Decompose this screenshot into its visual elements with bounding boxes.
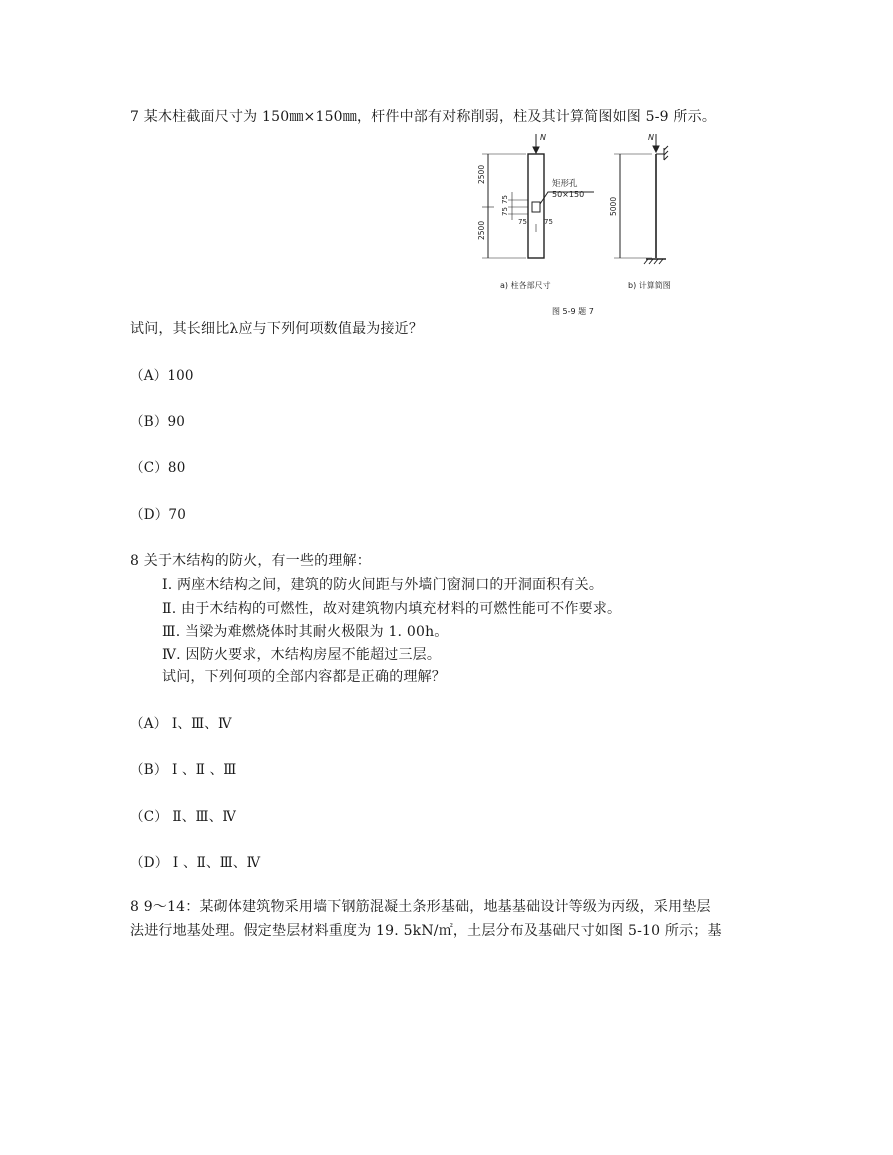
q8-item-2: Ⅱ. 由于木结构的可燃性，故对建筑物内填充材料的可燃性能可不作要求。	[162, 601, 622, 617]
q8-item-4: Ⅳ. 因防火要求，木结构房屋不能超过三层。	[162, 647, 442, 663]
hole-size: 50×150	[552, 190, 585, 199]
q7-option-c: （C）80	[130, 460, 186, 476]
figure-caption: 图 5-9 题 7	[552, 307, 594, 316]
figure-5-9	[468, 128, 718, 320]
dim-75-b: 75	[501, 207, 509, 216]
q9-line-2: 法进行地基处理。假定垫层材料重度为 19. 5kN/㎡，土层分布及基础尺寸如图 5-10 所示；基	[130, 923, 722, 939]
q8-item-3: Ⅲ. 当梁为难燃烧体时其耐火极限为 1. 00h。	[162, 624, 449, 640]
dim-bottom: 2500	[477, 220, 486, 240]
q7-option-a: （A）100	[130, 368, 194, 384]
q9-line-1: 8 9～14：某砌体建筑物采用墙下钢筋混凝土条形基础，地基基础设计等级为丙级，采用垫层	[130, 899, 711, 915]
subcaption-a: a) 柱各部尺寸	[500, 281, 551, 290]
load-label-a: N	[540, 133, 546, 142]
hole-label: 矩形孔	[552, 179, 578, 189]
q8-option-c: （C） Ⅱ、Ⅲ、Ⅳ	[130, 809, 237, 825]
dim-top: 2500	[477, 164, 486, 184]
q7-option-d: （D）70	[130, 507, 187, 523]
dim-75-d: 75	[544, 218, 553, 226]
q8-option-b: （B） Ⅰ 、Ⅱ 、Ⅲ	[130, 762, 237, 778]
dim-75-c: 75	[518, 218, 527, 226]
q8-option-a: （A） Ⅰ、Ⅲ、Ⅳ	[130, 716, 232, 732]
q8-stem: 8 关于木结构的防火，有一些的理解：	[130, 553, 371, 569]
dim-total: 5000	[609, 196, 618, 216]
q7-stem: 7 某木柱截面尺寸为 150㎜×150㎜，杆件中部有对称削弱，柱及其计算简图如图 5-9 所示。	[130, 109, 717, 125]
dim-75-a: 75	[501, 195, 509, 204]
q8-item-1: Ⅰ. 两座木结构之间，建筑的防火间距与外墙门窗洞口的开洞面积有关。	[162, 577, 604, 593]
calculation-diagram	[614, 134, 668, 264]
load-label-b: N	[648, 133, 654, 142]
q8-question: 试问，下列何项的全部内容都是正确的理解？	[162, 669, 446, 685]
subcaption-b: b) 计算简图	[628, 281, 671, 290]
q7-option-b: （B）90	[130, 414, 186, 430]
q7-question: 试问，其长细比λ应与下列何项数值最为接近？	[130, 321, 424, 337]
q8-option-d: （D） Ⅰ 、Ⅱ、Ⅲ、Ⅳ	[130, 855, 261, 871]
